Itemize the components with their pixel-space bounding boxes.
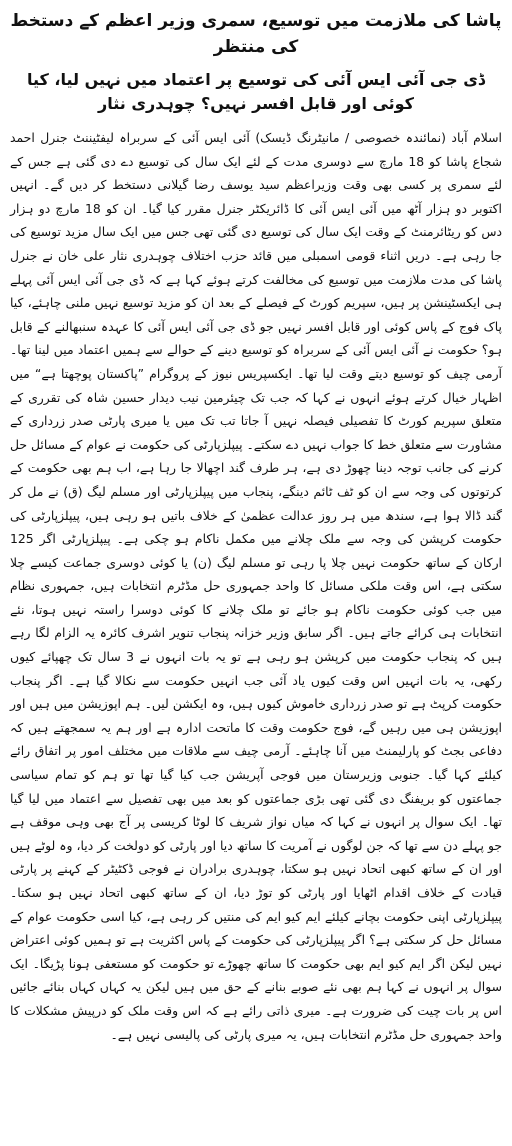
article-subheadline: ڈی جی آئی ایس آئی کی توسیع پر اعتماد میں نہیں لیا، کیا کوئی اور قابل افسر نہیں؟ چوہدری نثار [26,70,485,113]
article-body: اسلام آباد (نمائندہ خصوصی / مانیٹرنگ ڈیسک) آئی ایس آئی کے سربراہ لیفٹیننٹ جنرل احمد شجاع پاشا کو 18 مارچ سے دوسری مدت کے لئے ایک سال کی توسیع دے دی گئی ہے جس کے لئے سمری پر کسی بھی وقت وزیراعظم سید یوسف رضا گیلانی دستخط کر دیں گے۔ انہیں اکتوبر دو ہزار آٹھ میں آئی ایس آئی کا ڈائریکٹر جنرل مقرر کیا گیا۔ ان کو 18 مارچ دو ہزار دس کو ریٹائرمنٹ کے وقت ایک سال کی توسیع دی گئی تھی جس میں ایک سال مزید توسیع کی جا رہی ہے۔ دریں اثناء قومی اسمبلی میں قائد حزب اختلاف چوہدری نثار علی خان نے جنرل پاشا کی مدت ملازمت میں توسیع کی مخالفت کرتے ہوئے کہا ہے کہ ڈی جی آئی ایس آئی پہلے ہی ایکسٹینشن پر ہیں، سپریم کورٹ کے فیصلے کے بعد ان کو مزید توسیع نہیں ملنی چاہئے، کیا پاک فوج کے پاس کوئی اور قابل افسر نہیں جو ڈی جی آئی ایس آئی کا عہدہ سنبھالنے کے قابل ہو؟ حکومت نے آئی ایس آئی کے سربراہ کو توسیع دینے کے حوالے سے ہمیں اعتماد میں لینا تھا۔ آرمی چیف کو توسیع دیتے وقت لیا تھا۔ ایکسپریس نیوز کے پروگرام ”پاکستان پوچھتا ہے“ میں اظہار خیال کرتے ہوئے انہوں نے کہا کہ جب تک چیئرمین نیب دیدار حسین شاہ کی تقرری کے متعلق سپریم کورٹ کا تفصیلی فیصلہ نہیں آ جاتا تب تک میں یا میری پارٹی صدر زرداری کے مشاورت سے متعلق خط کا جواب نہیں دے سکتے۔ پیپلزپارٹی کی حکومت نے عوام کے مسائل حل کرنے کی جانب توجہ دینا چھوڑ دی ہے، ہر طرف گند اچھالا جا رہا ہے، اب ہم بھی حکومت کے کرتوتوں کی وجہ سے ان کو ٹف ٹائم دینگے، پنجاب میں پیپلزپارٹی اور مسلم لیگ (ق) نے مل کر گند ڈالا ہوا ہے، سندھ میں ہر روز عدالت عظمیٰ کے خلاف باتیں ہو رہی ہیں، پیپلزپارٹی کی حکومت کرپشن کی وجہ سے ملک چلانے میں مکمل ناکام ہو چکی ہے۔ پیپلزپارٹی اگر 125 ارکان کے ساتھ حکومت نہیں چلا پا رہی تو مسلم لیگ (ن) یا کوئی دوسری جماعت کیسے چلا سکتی ہے، اس وقت ملکی مسائل کا واحد جمہوری حل مڈٹرم انتخابات ہیں، جمہوری نظام میں جب کوئی حکومت ناکام ہو جائے تو ملک چلانے کا کوئی دوسرا راستہ نہیں ہوتا، نئے انتخابات ہی کرائے جاتے ہیں۔ اگر سابق وزیر خزانہ پنجاب تنویر اشرف کائرہ یہ الزام لگا رہے ہیں کہ پنجاب حکومت میں کرپشن ہو رہی ہے تو یہ بات انہوں نے 3 سال تک چھپائے کیوں رکھی، یہ بات انہیں اس وقت کیوں یاد آئی جب انہیں حکومت سے نکالا گیا ہے۔ اگر پنجاب حکومت کرپٹ ہے تو صدر زرداری خاموش کیوں ہیں، وہ ایکشن لیں۔ ہم اپوزیشن میں ہیں اور اپوزیشن ہی میں رہیں گے، فوج حکومت وقت کا ماتحت ادارہ ہے اور ہم یہ سمجھتے ہیں کہ دفاعی بجٹ کو پارلیمنٹ میں آنا چاہئے۔ آرمی چیف سے ملاقات میں مختلف امور پر اتفاق رائے کیلئے کہا گیا۔ جنوبی وزیرستان میں فوجی آپریشن جب کیا گیا تھا تو ہم کو تمام سیاسی جماعتوں کو بریفنگ دی گئی تھی بڑی جماعتوں کو بعد میں بھی تفصیل سے اعتماد میں لیا گیا تھا۔ ایک سوال پر انہوں نے کہا کہ میاں نواز شریف کا لوٹا کریسی پر آج بھی وہی موقف ہے جو پہلے دن سے تھا کہ جن لوگوں نے آمریت کا ساتھ دیا اور پارٹی کو دولخت کر دیا، وہ لوٹے ہیں اور ان کے ساتھ کبھی اتحاد نہیں ہو سکتا، چوہدری برادران نے فوجی ڈکٹیٹر کے کہنے پر پارٹی قیادت کے خلاف اقدام اٹھایا اور پارٹی کو توڑ دیا، ان کے ساتھ کبھی اتحاد نہیں ہو سکتا۔ پیپلزپارٹی اپنی حکومت بچانے کیلئے ایم کیو ایم کی منتیں کر رہی ہے، کیا اسی حکومت عوام کے مسائل حل کر سکتی ہے؟ اگر پیپلزپارٹی کی حکومت کے پاس اکثریت ہے تو ہمیں کوئی اعتراض نہیں لیکن اگر ایم کیو ایم بھی حکومت کا ساتھ چھوڑے تو حکومت کو مستعفی ہونا پڑیگا۔ ایک سوال پر انہوں نے کہا ہم بھی نئے صوبے بنانے کے حق میں ہیں لیکن یہ کہاں کہاں بنائے جائیں اس پر بات چیت کی ضرورت ہے۔ میری ذاتی رائے ہے کہ اس وقت ملک کو درپیش مشکلات کا واحد جمہوری حل مڈٹرم انتخابات ہیں، یہ میری پارٹی کی پالیسی نہیں ہے۔ [10,130,503,1042]
article-headline: پاشا کی ملازمت میں توسیع، سمری وزیر اعظم کے دستخط کی منتظر [10,11,502,57]
